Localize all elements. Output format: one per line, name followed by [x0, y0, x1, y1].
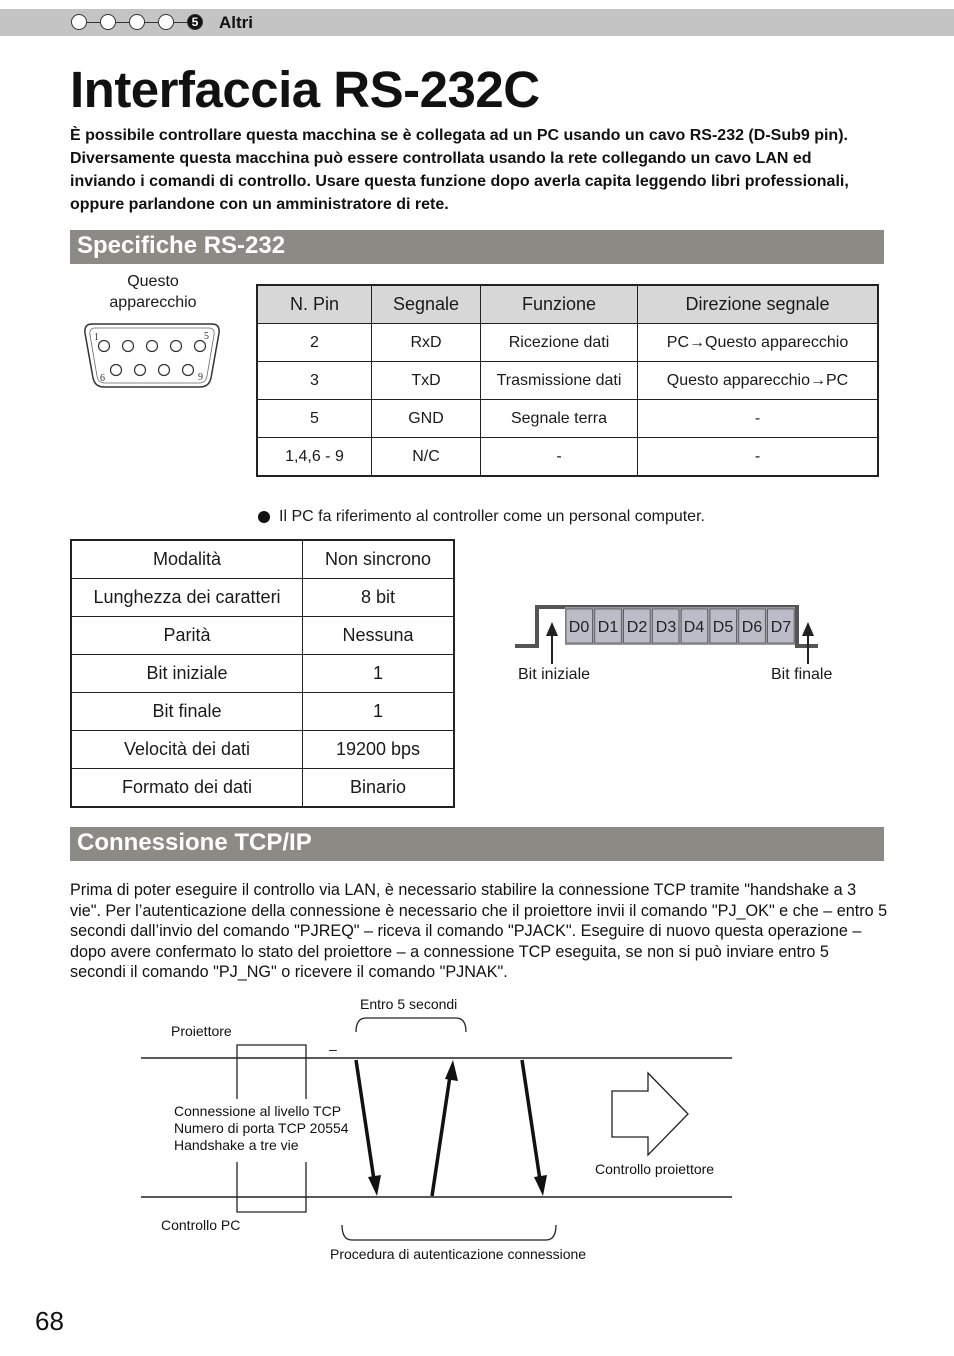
page-title: Interfaccia RS-232C: [70, 61, 540, 118]
table-cell: Segnale terra: [481, 400, 638, 438]
pin-number-9: 9: [198, 372, 203, 383]
bit-label: D7: [770, 619, 792, 636]
stop-bit-label: Bit finale: [771, 666, 833, 683]
within-5-seconds-label: Entro 5 secondi: [360, 996, 458, 1012]
column-header: Funzione: [481, 285, 638, 324]
within-5s-bracket: [356, 1018, 466, 1032]
projector-label: Proiettore: [171, 1023, 232, 1039]
table-cell: 5: [257, 400, 372, 438]
column-header: N. Pin: [257, 285, 372, 324]
table-cell: Ricezione dati: [481, 324, 638, 362]
setting-value: 1: [303, 655, 455, 693]
table-cell: RxD: [372, 324, 481, 362]
table-cell: N/C: [372, 438, 481, 477]
tcp-connection-box-bottom: [237, 1162, 306, 1212]
tcp-connection-box-top: [237, 1045, 306, 1099]
pjack-arrow: [522, 1060, 540, 1180]
device-label: Questo apparecchio: [109, 273, 197, 311]
chapter-number-badge: 5: [187, 14, 203, 30]
table-cell: 3: [257, 362, 372, 400]
setting-value: Nessuna: [303, 617, 455, 655]
section-heading-text: Specifiche RS-232: [77, 232, 286, 259]
table-cell: PC→Questo apparecchio: [638, 324, 879, 362]
dash-mark: –: [329, 1041, 337, 1057]
table-cell: -: [638, 438, 879, 477]
setting-name: Velocità dei dati: [71, 731, 303, 769]
projector-control-arrow-icon: [612, 1073, 688, 1155]
bit-label: D1: [597, 619, 619, 636]
projector-control-label: Controllo proiettore: [595, 1161, 715, 1177]
bit-label: D3: [655, 619, 677, 636]
bit-label: D6: [741, 619, 763, 636]
bit-label: D5: [712, 619, 734, 636]
setting-value: Non sincrono: [303, 540, 455, 579]
setting-name: Bit iniziale: [71, 655, 303, 693]
bit-label: D2: [626, 619, 648, 636]
auth-procedure-label: Procedura di autenticazione connessione: [330, 1246, 587, 1262]
setting-name: Modalità: [71, 540, 303, 579]
intro-paragraph: È possibile controllare questa macchina se è collegata ad un PC usando un cavo RS-232 (D-Sub9 pin). Diversamente questa macchina può essere controllata usando la rete collegando un cavo LAN ed inviando i comandi di controllo. Usare questa funzione dopo averla capita leggendo libri professionali, oppure parlandone con un amministratore di rete.: [70, 127, 849, 213]
table-cell: Trasmissione dati: [481, 362, 638, 400]
setting-value: 1: [303, 693, 455, 731]
pj-ok-arrow: [356, 1060, 374, 1180]
section-heading-text: Connessione TCP/IP: [77, 829, 312, 856]
pj-ok-arrowhead: [368, 1175, 381, 1196]
note-text: Il PC fa riferimento al controller come un personal computer.: [279, 508, 705, 525]
tcp-port-label: Numero di porta TCP 20554: [174, 1120, 349, 1136]
setting-value: 8 bit: [303, 579, 455, 617]
page-number: 68: [35, 1306, 64, 1336]
setting-name: Formato dei dati: [71, 769, 303, 808]
setting-name: Lunghezza dei caratteri: [71, 579, 303, 617]
pjreq-arrowhead: [445, 1060, 458, 1081]
bit-label: D0: [568, 619, 590, 636]
pin-number-5: 5: [204, 331, 209, 342]
start-bit-label: Bit iniziale: [518, 666, 591, 683]
column-header: Direzione segnale: [638, 285, 879, 324]
tcp-level-label: Connessione al livello TCP: [174, 1103, 342, 1119]
table-cell: 1,4,6 - 9: [257, 438, 372, 477]
pjack-arrowhead: [534, 1175, 547, 1196]
column-header: Segnale: [372, 285, 481, 324]
setting-name: Parità: [71, 617, 303, 655]
table-cell: -: [638, 400, 879, 438]
section-label: Altri: [219, 13, 253, 32]
table-cell: 2: [257, 324, 372, 362]
table-cell: GND: [372, 400, 481, 438]
setting-name: Bit finale: [71, 693, 303, 731]
pjreq-arrow: [432, 1076, 450, 1196]
table-cell: -: [481, 438, 638, 477]
setting-value: 19200 bps: [303, 731, 455, 769]
three-way-handshake-label: Handshake a tre vie: [174, 1137, 299, 1153]
pin-number-6: 6: [100, 373, 105, 384]
table-cell: Questo apparecchio→PC: [638, 362, 879, 400]
bit-label: D4: [683, 619, 705, 636]
auth-procedure-bracket: [342, 1225, 556, 1240]
tcp-paragraph: Prima di poter eseguire il controllo via LAN, è necessario stabilire la connessione TCP tramite "handshake a 3 vie". Per l’autenticazione della connessione è necessario che il proiettore invii il comando "PJ_OK" e che – entro 5 secondi dall’invio del comando "PJREQ" – riceva il comando "PJACK". Eseguire di nuovo questa operazione – dopo avere confermato lo stato del proiettore – a connessione TCP eseguita, se non si può inviare entro 5 secondi il comando "PJ_NG" o ricevere il comando "PJNAK".: [70, 881, 888, 982]
pc-control-label: Controllo PC: [161, 1217, 241, 1233]
setting-value: Binario: [303, 769, 455, 808]
pin-number-1: 1: [94, 332, 99, 343]
table-cell: TxD: [372, 362, 481, 400]
